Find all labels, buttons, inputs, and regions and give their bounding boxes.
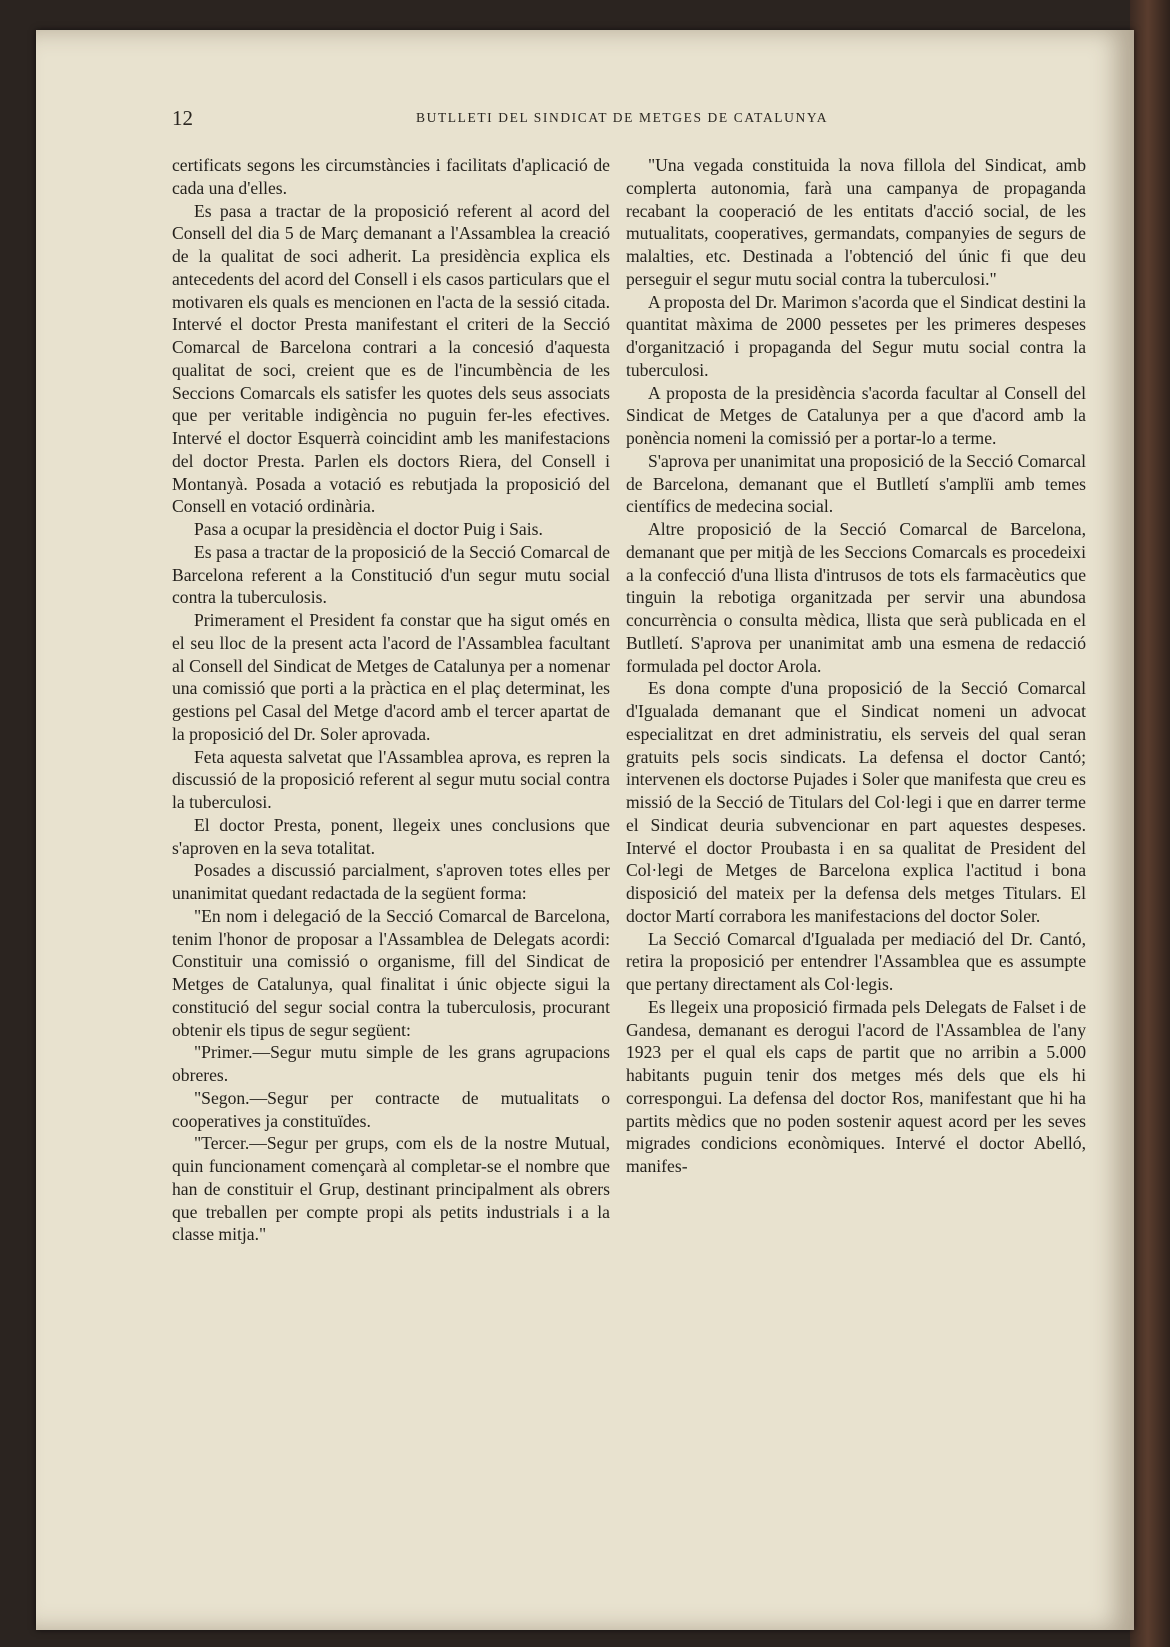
paragraph: Altre proposició de la Secció Comarcal de Barcelona, demanant que per mitjà de les Seccions Comarcals es procedeixi a la confecció d'una llista d'intrusos de tots els farmacèutics que tinguin la rebotiga organitzada per servir una abundosa concurrència o consulta mèdica, llista que serà publicada en el Butlletí. S'aprova per unanimitat amb una esmena de redacció formulada pel doctor Arola. bbox=[626, 519, 1086, 676]
book-binding-edge bbox=[1130, 0, 1170, 1647]
paragraph: "Primer.—Segur mutu simple de les grans agrupacions obreres. bbox=[172, 1042, 610, 1085]
paragraph: Es pasa a tractar de la proposició referent al acord del Consell del dia 5 de Març demanant a l'Assamblea la creació de la qualitat de soci adherit. La presidència explica els antecedents del acord del Consell i els casos particulars que el motivaren els quals es mencionen en l'acta de la sessió citada. Intervé el doctor Presta manifestant el criteri de la Secció Comarcal de Barcelona contrari a la concesió d'aquesta qualitat de soci, creient que es de l'incumbència de les Seccions Comarcals els satisfer les quotes dels seus associats que per veritable indigència no puguin fer-les efectives. Intervé el doctor Esquerrà coincidint amb les manifestacions del doctor Presta. Parlen els doctors Riera, del Consell i Montanyà. Posada a votació es rebutjada la proposició del Consell en votació ordinària. bbox=[172, 200, 610, 517]
paragraph: Es dona compte d'una proposició de la Secció Comarcal d'Igualada demanant que el Sindicat nomeni un advocat especialitzat en dret administratiu, els serveis del qual seran gratuits pels socis sindicats. La defensa el doctor Cantó; intervenen els doctorse Pujades i Soler que manifesta que creu es missió de la Secció de Titulars del Col·legi i que en darrer terme el Sindicat deuria subvencionar en part aquestes despeses. Intervé el doctor Proubasta i en sa qualitat de President del Col·legi de Metges de Barcelona explica l'actitud i bona disposició del mateix per la defensa dels metges Titulars. El doctor Martí corrabora les manifestacions del doctor Soler. bbox=[626, 678, 1086, 926]
left-column bbox=[172, 154, 610, 1246]
page-number: 12 bbox=[172, 106, 193, 130]
paragraph: La Secció Comarcal d'Igualada per mediació del Dr. Cantó, retira la proposició per entendrer l'Assamblea que es assumpte que pertany directament als Col·legis. bbox=[626, 928, 1086, 994]
paragraph: Es llegeix una proposició firmada pels Delegats de Falset i de Gandesa, demanant es derogui l'acord de l'Assamblea de l'any 1923 per el qual els caps de partit que no arribin a 5.000 habitants puguin tenir dos metges més dels que els hi correspongui. La defensa del doctor Ros, manifestant que hi ha partits mèdics que no poden sostenir aquest acord per les seves migrades condicions econòmiques. Intervé el doctor Abelló, manifes- bbox=[626, 996, 1086, 1176]
journal-page bbox=[36, 30, 1134, 1630]
running-head: BUTLLETI DEL SINDICAT DE METGES DE CATALUNYA bbox=[416, 110, 829, 125]
paragraph: A proposta del Dr. Marimon s'acorda que el Sindicat destini la quantitat màxima de 2000 pessetes per les primeres despeses d'organització i propaganda del Segur mutu social contra la tuberculosi. bbox=[626, 291, 1086, 380]
paragraph: Pasa a ocupar la presidència el doctor Puig i Sais. bbox=[194, 519, 543, 539]
paragraph: El doctor Presta, ponent, llegeix unes conclusions que s'aproven en la seva totalitat. bbox=[172, 814, 610, 858]
paragraph: S'aprova per unanimitat una proposició de la Secció Comarcal de Barcelona, demanant que el Butlletí s'amplïi amb temes científics de medecina social. bbox=[626, 450, 1086, 517]
right-column bbox=[626, 154, 1086, 1178]
paragraph: "Segon.—Segur per contracte de mutualitats o cooperatives ja constituïdes. bbox=[172, 1087, 610, 1131]
paragraph: "Tercer.—Segur per grups, com els de la nostre Mutual, quin funcionament començarà al completar-se el nombre que han de constituir el Grup, destinant principalment als obrers que treballen per compte propi als petits industrials i a la classe mitja." bbox=[172, 1133, 610, 1245]
paragraph: Es pasa a tractar de la proposició de la Secció Comarcal de Barcelona referent a la Constitució d'un segur mutu social contra la tuberculosis. bbox=[172, 541, 610, 608]
paragraph: "Una vegada constituida la nova fillola del Sindicat, amb complerta autonomia, farà una campanya de propaganda recabant la cooperació de les entitats d'acció social, de les mutualitats, cooperatives, germandats, companyies de segurs de malalties, etc. Destinada a l'obtenció del únic fi que deu perseguir el segur mutu social contra la tuberculosi." bbox=[626, 155, 1086, 289]
paragraph: A proposta de la presidència s'acorda facultar al Consell del Sindicat de Metges de Catalunya per a que d'acord amb la ponència nomeni la comissió per a portar-lo a terme. bbox=[626, 382, 1086, 448]
paragraph: "En nom i delegació de la Secció Comarcal de Barcelona, tenim l'honor de proposar a l'Assamblea de Delegats acordi: Constituir una comissió o organisme, fill del Sindicat de Metges de Catalunya, qual finalitat i únic objecte sigui la constitució del segur social contra la tuberculosis, procurant obtenir els tipus de segur següent: bbox=[172, 905, 610, 1040]
paragraph: certificats segons les circumstàncies i facilitats d'aplicació de cada una d'elles. bbox=[172, 155, 610, 198]
paragraph: Primerament el President fa constar que ha sigut omés en el seu lloc de la present acta l'acord de l'Assamblea facultant al Consell del Sindicat de Metges de Catalunya per a nomenar una comissió que porti a la pràctica en el plaç determinat, les gestions pel Casal del Metge d'acord amb el tercer apartat de la proposició del Dr. Soler aprovada. bbox=[172, 610, 610, 744]
paragraph: Feta aquesta salvetat que l'Assamblea aprova, es repren la discussió de la proposició referent al segur mutu social contra la tuberculosi. bbox=[172, 746, 610, 812]
paragraph: Posades a discussió parcialment, s'aproven totes elles per unanimitat quedant redactada de la següent forma: bbox=[172, 860, 610, 903]
